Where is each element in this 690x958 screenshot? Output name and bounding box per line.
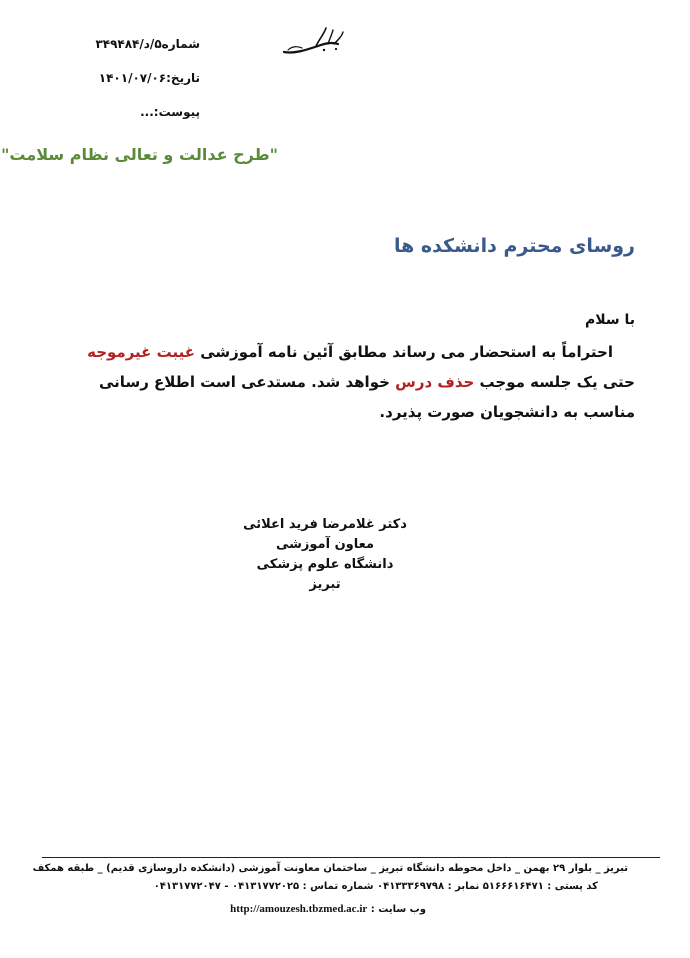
letter-date <box>60 64 200 98</box>
body-line-2-text-a: حتی یک جلسه موجب <box>479 373 635 391</box>
body-line-2 <box>45 367 635 397</box>
signature-block <box>240 515 410 595</box>
letter-meta <box>60 30 200 132</box>
footer-divider <box>42 857 660 858</box>
footer-address: تبریز _ بلوار ۲۹ بهمن _ داخل محوطه دانشگاه تبریز _ ساختمان معاونت آموزشی (دانشکده داروسازی قدیم) _ طبقه همکف <box>32 863 628 874</box>
highlight-unexcused-absence: غیبت غیرموجه <box>87 343 196 361</box>
letter-attachment-label: پیوست:... <box>140 105 200 119</box>
highlight-course-removal: حذف درس <box>395 373 475 391</box>
letter-date-value: ۱۴۰۱/۰۷/۰۶ <box>98 71 167 85</box>
footer-website-link[interactable]: http://amouzesh.tbzmed.ac.ir <box>230 903 368 915</box>
footer-website-label: وب سایت : <box>370 904 426 915</box>
policy-slogan: "طرح عدالت و تعالی نظام سلامت" <box>1 145 278 164</box>
bismillah-calligraphy-icon <box>280 24 346 58</box>
footer-contact: کد پستی : ۵۱۶۶۶۱۶۴۷۱ نمابر : ۰۴۱۳۳۳۶۹۷۹۸ شماره تماس : ۰۴۱۳۱۷۷۲۰۲۵ - ۰۴۱۳۱۷۷۲۰۴۷ <box>153 881 598 892</box>
greeting: با سلام <box>584 312 635 328</box>
body-line-1 <box>45 337 635 367</box>
letter-attachment <box>60 98 200 132</box>
recipient-heading: روسای محترم دانشکده ها <box>393 235 635 257</box>
letter-number-value: ۵/د/۳۴۹۴۸۴ <box>95 37 162 51</box>
signatory-name: دکتر غلامرضا فرید اعلائی <box>243 517 407 532</box>
letter-date-label: تاریخ: <box>166 71 200 85</box>
body-line-2-text-b: خواهد شد. مستدعی است اطلاع رسانی <box>99 373 390 391</box>
footer-website <box>28 900 628 919</box>
body-line-3: مناسب به دانشجویان صورت پذیرد. <box>379 403 635 421</box>
signatory-institution: دانشگاه علوم پزشکی تبریز <box>256 557 394 592</box>
footer <box>28 860 628 919</box>
body-line-1-text: احتراماً به استحضار می رساند مطابق آئین نامه آموزشی <box>200 343 613 361</box>
letter-number <box>60 30 200 64</box>
signatory-position: معاون آموزشی <box>275 537 375 552</box>
letter-body <box>45 305 635 427</box>
letter-number-label: شماره <box>161 37 200 51</box>
